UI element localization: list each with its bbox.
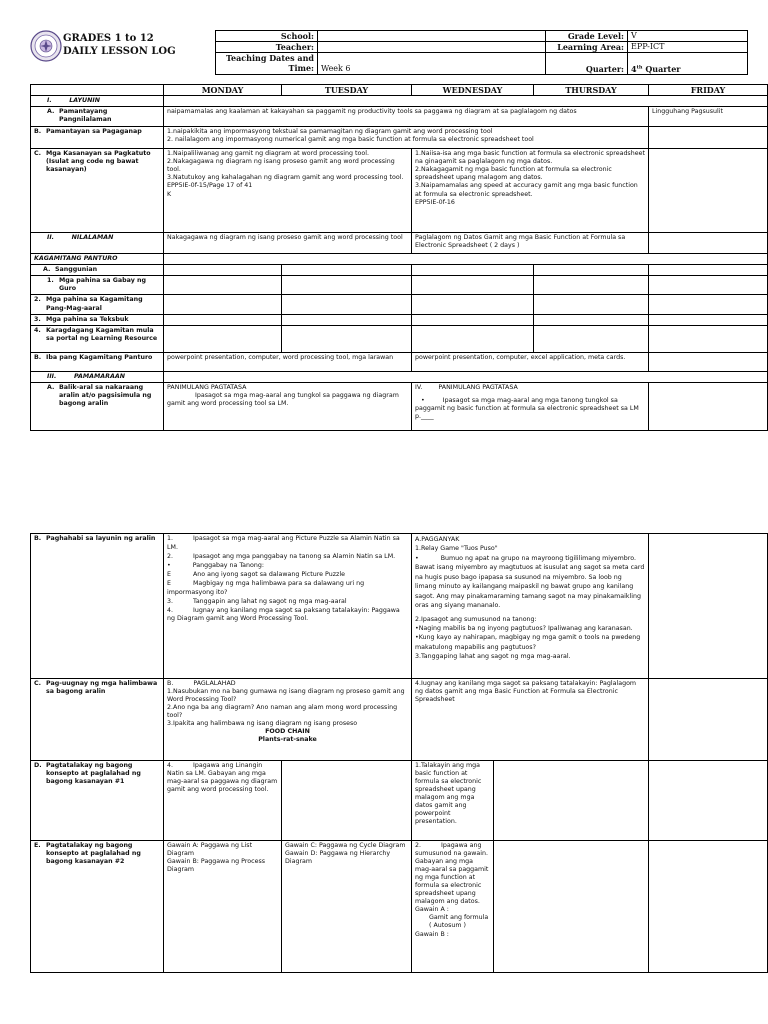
empty-cell: [412, 265, 534, 276]
cell-text: naipamamalas ang kaalaman at kakayahan sa paggamit ng productivity tools sa paggawa ng diagram at sa paglalagom ng datos: [164, 107, 649, 127]
line: A.PAGGANYAK: [415, 536, 460, 543]
line: Gamit ang formula ( Autosum ): [429, 914, 489, 930]
empty-cell: [282, 276, 412, 295]
row-title: Pagtatalakay ng bagong konsepto at paglalahad ng bagong kasanayan #1: [46, 762, 141, 786]
line-number: IV.: [415, 383, 423, 391]
row-label: [31, 382, 164, 430]
line: 4. Iugnay ang kanilang mga sagot sa paksang tatalakayin: Paggawa ng Diagram gamit ang Word Processing Tool.: [167, 606, 402, 623]
line: 1.Relay Game "Tuos Puso": [415, 545, 498, 553]
corner-cell: [31, 85, 164, 96]
line: 3.Tanggaping lahat ang sagot ng mga mag-aaral.: [415, 653, 571, 661]
cell-text: [164, 127, 649, 149]
empty-cell: [282, 295, 412, 314]
quarter-label: Quarter:: [546, 53, 628, 75]
teaching-dates-label: [216, 53, 318, 75]
empty-cell: [649, 841, 768, 973]
row-label: [31, 127, 164, 149]
row-balik-aral: [31, 382, 768, 430]
empty-cell: [649, 149, 768, 233]
line: Gawain C: Paggawa ng Cycle Diagram: [285, 842, 406, 849]
line: EPP5IE-0f-15/Page 17 of 41: [167, 182, 253, 190]
cell-wednesday: 4.Iugnay ang kanilang mga sagot sa paksang tatalakayin: Paglalagom ng datos gamit ang mga Basic Function at Formula sa Electronic Spreadsheet: [412, 679, 649, 761]
row-title: Karagdagang Kagamitan mula sa portal ng Learning Resource: [46, 326, 158, 342]
row-label: [31, 149, 164, 233]
cell-wednesday: powerpoint presentation, computer, excel application, meta cards.: [412, 352, 649, 371]
row-title: Mga pahina sa Kagamitang Pang-Mag-aaral: [46, 296, 143, 312]
line: Gawain A :: [415, 906, 449, 914]
line: 3.Ipakita ang halimbawa ng isang diagram ng isang proseso: [167, 720, 358, 728]
row-label: [31, 314, 164, 325]
empty-cell: [164, 276, 282, 295]
day-header-row: [31, 85, 768, 96]
empty-cell: [534, 265, 649, 276]
cell-wednesday: 1.Talakayin ang mga basic function at formula sa electronic spreadsheet upang malagom ang mga datos gamit ang powerpoint presentation.: [412, 761, 494, 841]
line: • Panggabay na Tanong:: [167, 561, 264, 569]
line: FOOD CHAIN: [265, 728, 310, 736]
row-nilalaman: [31, 233, 768, 254]
empty-cell: [164, 265, 282, 276]
title-line-1: GRADES 1 to 12: [63, 33, 154, 44]
line: Ipasagot sa mga mag-aaral ang tungkol sa paggawa ng diagram gamit ang word processing tool sa LM.: [167, 391, 399, 407]
empty-cell: [649, 265, 768, 276]
day-header-tuesday: TUESDAY: [282, 85, 412, 96]
lesson-log-table-page-2: [30, 533, 768, 973]
row-teksbuk: [31, 314, 768, 325]
empty-cell: [649, 761, 768, 841]
line-heading: PANIMULANG PAGTATASA: [438, 383, 518, 391]
row-number: B.: [34, 128, 42, 136]
row-title: Pamantayan sa Pagaganap: [46, 128, 142, 136]
bullet-icon: •: [421, 396, 425, 404]
row-pamantayan-sa-pagaganap: [31, 127, 768, 149]
empty-cell: [534, 276, 649, 295]
cell-monday: 4. Ipagawa ang Linangin Natin sa LM. Gabayan ang mga mag-aaral sa paggawa ng diagram gamit ang word processing tool.: [164, 761, 282, 841]
row-pamantayang-pangnilalaman: [31, 107, 768, 127]
teacher-field[interactable]: [318, 42, 546, 53]
line: 2. Ipasagot ang mga panggabay na tanong sa Alamin Natin sa LM.: [167, 552, 396, 560]
row-number: B.: [34, 535, 42, 542]
teaching-dates-value[interactable]: Week 6: [318, 53, 546, 75]
empty-cell: [412, 314, 534, 325]
cell-wednesday: [412, 149, 649, 233]
line: 2.Nakagagamit ng mga basic function at formula sa electronic spreadsheet upang malagom ang datos.: [415, 166, 612, 182]
cell-wednesday: [412, 382, 649, 430]
empty-cell: [282, 761, 412, 841]
line: K: [167, 190, 172, 198]
quarter-word: Quarter: [642, 64, 681, 75]
line: Ε Ano ang iyong sagot sa dalawang Picture Puzzle: [167, 570, 345, 578]
row-label: [31, 325, 164, 352]
row-label: [31, 265, 164, 276]
row-title: Pamantayang Pangnilalaman: [59, 108, 112, 124]
day-header-friday: FRIDAY: [649, 85, 768, 96]
empty-cell: [534, 295, 649, 314]
line: 1.Naiisa-isa ang mga basic function at formula sa electronic spreadsheet na ginagamit sa paglalagom ng mga datos.: [415, 150, 645, 166]
learning-area-label: Learning Area:: [546, 42, 628, 53]
quarter-suffix: th: [636, 64, 643, 71]
row-number: A.: [47, 383, 55, 391]
empty-cell: [649, 325, 768, 352]
row-title: Pag-uugnay ng mga halimbawa sa bagong aralin: [46, 680, 158, 696]
section-number: III.: [47, 372, 57, 380]
row-title: Mga Kasanayan sa Pagkatuto (Isulat ang code ng bawat kasanayan): [46, 150, 151, 174]
empty-cell: [282, 325, 412, 352]
cell-monday: [164, 534, 412, 679]
line: 2.Ano nga ba ang diagram? Ano naman ang alam mong word processing tool?: [167, 704, 398, 720]
row-number: 2.: [34, 296, 41, 304]
empty-cell: [282, 314, 412, 325]
row-number: C.: [34, 680, 42, 687]
empty-cell: [649, 276, 768, 295]
empty-cell: [412, 295, 534, 314]
empty-cell: [412, 325, 534, 352]
line: 2. nailalagom ang impormasyong numerical gamit ang mga basic function at formula sa electronic spreadsheet tool: [167, 136, 534, 144]
row-number: 3.: [34, 315, 41, 323]
cell-monday: Nakagagawa ng diagram ng isang proseso gamit ang word processing tool: [164, 233, 412, 254]
row-paghahabi: [31, 534, 768, 679]
section-title: LAYUNIN: [69, 97, 101, 105]
empty-cell: [534, 325, 649, 352]
line: 1. Ipasagot sa mga mag-aaral ang Picture Puzzle sa Alamin Natin sa LM.: [167, 535, 402, 551]
line: [415, 384, 645, 392]
cell-friday: Lingguhang Pagsusulit: [649, 107, 768, 127]
empty-cell: [412, 276, 534, 295]
row-sanggunian: [31, 265, 768, 276]
cell-monday: [164, 679, 412, 761]
row-title: Mga pahina sa Gabay ng Guro: [59, 277, 146, 293]
cell-wednesday: Paglalagom ng Datos Gamit ang mga Basic Function at Formula sa Electronic Spreadsheet ( 2 days ): [412, 233, 649, 254]
line: Gawain B: Paggawa ng Process Diagram: [167, 858, 266, 874]
line: 3. Tanggapin ang lahat ng sagot ng mga mag-aaral: [167, 597, 347, 605]
section-title: PAMAMARAAN: [73, 372, 126, 380]
line: [415, 397, 645, 421]
cell-monday: [164, 382, 412, 430]
row-title: Mga pahina sa Teksbuk: [46, 315, 129, 323]
row-title: Balik-aral sa nakaraang aralin at/o pagsisimula ng bagong aralin: [59, 383, 152, 407]
line: 2.Ipasagot ang sumusunod na tanong:: [415, 615, 537, 623]
row-number: D.: [34, 762, 42, 769]
row-label: [31, 107, 164, 127]
line: 1.naipakikita ang impormasyong tekstual sa pamamagitan ng diagram gamit ang word processing tool: [167, 128, 493, 136]
row-title: Iba pang Kagamitang Panturo: [46, 353, 153, 361]
teaching-dates-label-1: Teaching Dates and: [225, 53, 314, 64]
row-gabay-ng-guro: [31, 276, 768, 295]
section-layunin: [31, 96, 768, 107]
seal-icon: [30, 30, 62, 62]
row-label: [31, 276, 164, 295]
line: EPP5IE-0f-16: [415, 198, 455, 206]
line: 2.Nakagagawa ng diagram ng isang proseso gamit ang word processing tool.: [167, 158, 395, 174]
grade-level-value[interactable]: V: [628, 31, 748, 42]
teaching-dates-label-2: Time:: [288, 62, 314, 73]
learning-area-value[interactable]: EPP-ICT: [628, 42, 748, 53]
row-label: [31, 295, 164, 314]
cell-monday: [164, 841, 282, 973]
line: Plants-rat-snake: [258, 736, 317, 744]
section-number: I.: [47, 97, 52, 105]
section-number: II.: [47, 234, 55, 242]
section-title: NILALAMAN: [71, 234, 114, 242]
empty-cell: [282, 265, 412, 276]
grade-level-label: Grade Level:: [546, 31, 628, 42]
row-number: B.: [34, 353, 42, 361]
quarter-number: 4: [631, 64, 637, 75]
lesson-log-table-page-1: [30, 84, 768, 431]
day-header-thursday: THURSDAY: [534, 85, 649, 96]
line: Gawain A: Paggawa ng List Diagram: [167, 842, 253, 858]
empty-cell: [164, 254, 768, 265]
empty-cell: [649, 233, 768, 254]
line: Gawain D: Paggawa ng Hierarchy Diagram: [285, 850, 391, 866]
document-title: [63, 33, 176, 58]
line: • Bumuo ng apat na grupo na mayroong tigililimang miyembro. Bawat isang miyembro ay magtutuos at isusulat ang sagot sa meta card na hugis puso bago ipapasa sa susunod na miyembro. Sa loob ng limang minuto ay kailangang maipaskil ng bawat grupo ang kanilang sagot. Ang may pinakamaraming tamang sagot na may pinakamaikling oras ang siyang mananalo.: [415, 554, 647, 610]
section-label-nilalaman: [31, 233, 164, 254]
row-label: [31, 679, 164, 761]
row-number: A.: [43, 266, 51, 274]
empty-cell: [649, 127, 768, 149]
empty-cell: [164, 325, 282, 352]
title-line-2: DAILY LESSON LOG: [63, 45, 176, 57]
line: •Kung kayo ay nahirapan, magbigay ng mga gamit o tools na pwedeng makatulong mapabilis ang pagtutuos?: [415, 634, 641, 651]
row-number: 4.: [34, 326, 41, 334]
row-kagamitang-pang-mag-aaral: [31, 295, 768, 314]
row-iba-pang-kagamitan: [31, 352, 768, 371]
empty-cell: [494, 761, 649, 841]
empty-cell: [649, 314, 768, 325]
empty-cell: [164, 314, 282, 325]
empty-cell: [164, 295, 282, 314]
line: 3.Natutukoy ang kahalagahan ng diagram gamit ang word processing tool.: [167, 174, 404, 182]
day-header-wednesday: WEDNESDAY: [412, 85, 534, 96]
cell-wednesday: [412, 534, 649, 679]
line: 2. Ipagawa ang sumusunod na gawain. Gabayan ang mga mag-aaral sa paggamit ng mga function at formula sa electronic spreadsheet upang malagom ang datos.: [415, 842, 491, 906]
school-field[interactable]: [318, 31, 546, 42]
empty-cell: [534, 314, 649, 325]
teacher-label: Teacher:: [216, 42, 318, 53]
line-text: Ipasagot sa mga mag-aaral ang mga tanong tungkol sa paggamit ng basic function at formula sa electronic spreadsheet sa LM p.____: [415, 396, 639, 420]
empty-cell: [494, 841, 649, 973]
row-number: C.: [34, 150, 42, 158]
line: 1.Nasubukan mo na bang gumawa ng isang diagram ng proseso gamit ang Word Processing Tool?: [167, 688, 405, 704]
line: B. PAGLALAHAD: [167, 680, 236, 687]
row-number: A.: [47, 108, 55, 116]
empty-cell: [164, 371, 768, 382]
line: PANIMULANG PAGTATASA: [167, 383, 247, 391]
row-title: Sanggunian: [55, 266, 98, 274]
row-label: [31, 841, 164, 973]
row-pag-uugnay: [31, 679, 768, 761]
school-label: School:: [216, 31, 318, 42]
cell-monday: [164, 149, 412, 233]
empty-cell: [649, 352, 768, 371]
section-kagamitang-panturo: [31, 254, 768, 265]
empty-cell: [649, 679, 768, 761]
empty-cell: [649, 382, 768, 430]
cell-monday: powerpoint presentation, computer, word processing tool, mga larawan: [164, 352, 412, 371]
section-label-layunin: [31, 96, 164, 107]
row-kasanayan: [31, 149, 768, 233]
row-pagtatalakay-2: [31, 841, 768, 973]
line: Ε Magbigay ng mga halimbawa para sa dalawang uri ng impormasyong ito?: [167, 579, 367, 596]
empty-cell: [164, 96, 768, 107]
cell-tuesday: [282, 841, 412, 973]
quarter-value[interactable]: [628, 53, 748, 75]
row-label: [31, 534, 164, 679]
deped-seal-logo: [30, 30, 62, 62]
day-header-monday: MONDAY: [164, 85, 282, 96]
row-title: Pagtatalakay ng bagong konsepto at paglalahad ng bagong kasanayan #2: [46, 842, 141, 866]
row-label: [31, 352, 164, 371]
line: •Naging mabilis ba ng inyong pagtutuos? Ipaliwanag ang karanasan.: [415, 624, 633, 632]
row-title: Paghahabi sa layunin ng aralin: [46, 535, 156, 542]
row-learning-resource: [31, 325, 768, 352]
line: 3.Naipamamalas ang speed at accuracy gamit ang mga basic function at formula sa electronic spreadsheet.: [415, 182, 638, 198]
row-number: 1.: [47, 277, 54, 285]
row-pagtatalakay-1: [31, 761, 768, 841]
empty-cell: [649, 534, 768, 679]
row-number: E.: [34, 842, 41, 849]
section-pamamaraan: [31, 371, 768, 382]
row-label: [31, 761, 164, 841]
empty-cell: [649, 295, 768, 314]
cell-wednesday: [412, 841, 494, 973]
section-label-kagamitang: KAGAMITANG PANTURO: [31, 254, 164, 265]
line: Gawain B :: [415, 930, 449, 938]
section-label-pamamaraan: [31, 371, 164, 382]
line: 1.Naipaliliwanag ang gamit ng diagram at word processing tool.: [167, 150, 369, 158]
header-info-table: [215, 30, 748, 75]
